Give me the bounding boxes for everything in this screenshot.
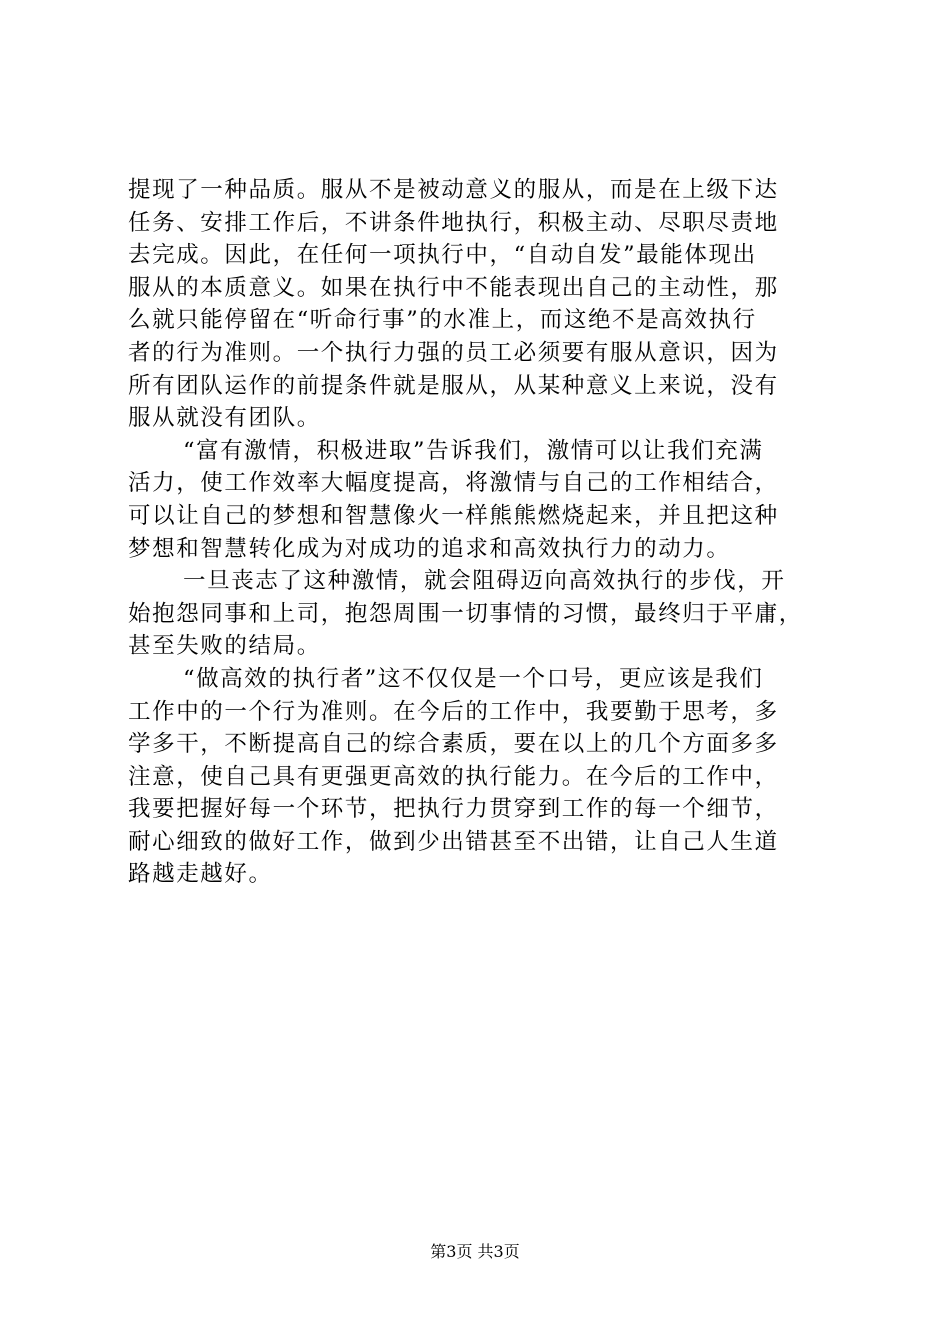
- page-footer: 第3页 共3页: [430, 1242, 520, 1261]
- text-line: 提现了一种品质。服从不是被动意义的服从，而是在上级下达: [128, 177, 779, 203]
- text-line: 始抱怨同事和上司，抱怨周围一切事情的习惯，最终归于平庸，: [128, 600, 803, 627]
- text-line: 活力，使工作效率大幅度提高，将激情与自己的工作相结合，: [128, 470, 779, 497]
- text-line: 甚至失败的结局。: [128, 633, 321, 660]
- text-line: 么就只能停留在“听命行事”的水准上，而这绝不是高效执行: [128, 307, 757, 334]
- text-line: 我要把握好每一个环节，把执行力贯穿到工作的每一个细节，: [128, 796, 779, 823]
- body-text: [128, 174, 848, 891]
- text-line: 任务、安排工作后，不讲条件地执行，积极主动、尽职尽责地: [128, 209, 779, 236]
- text-line: 服从的本质意义。如果在执行中不能表现出自己的主动性，那: [128, 274, 779, 301]
- text-line: 所有团队运作的前提条件就是服从，从某种意义上来说，没有: [128, 372, 779, 399]
- text-line: 路越走越好。: [128, 861, 273, 888]
- text-line: 梦想和智慧转化成为对成功的追求和高效执行力的动力。: [128, 535, 731, 562]
- text-line: 者的行为准则。一个执行力强的员工必须要有服从意识，因为: [128, 339, 779, 366]
- text-line: 一旦丧志了这种激情，就会阻碍迈向高效执行的步伐，开: [183, 568, 786, 595]
- text-line: 去完成。因此，在任何一项执行中，“自动自发”最能体现出: [128, 242, 757, 269]
- text-line: “富有激情，积极进取”告诉我们，激情可以让我们充满: [183, 437, 764, 464]
- text-line: 耐心细致的做好工作，做到少出错甚至不出错，让自己人生道: [128, 828, 779, 855]
- text-line: 工作中的一个行为准则。在今后的工作中，我要勤于思考，多: [128, 698, 779, 725]
- text-line: 可以让自己的梦想和智慧像火一样熊熊燃烧起来，并且把这种: [128, 502, 779, 529]
- text-line: 注意，使自己具有更强更高效的执行能力。在今后的工作中，: [128, 763, 779, 790]
- text-line: 服从就没有团队。: [128, 405, 321, 432]
- text-line: “做高效的执行者”这不仅仅是一个口号，更应该是我们: [183, 665, 764, 692]
- text-line: 学多干，不断提高自己的综合素质，要在以上的几个方面多多: [128, 731, 779, 758]
